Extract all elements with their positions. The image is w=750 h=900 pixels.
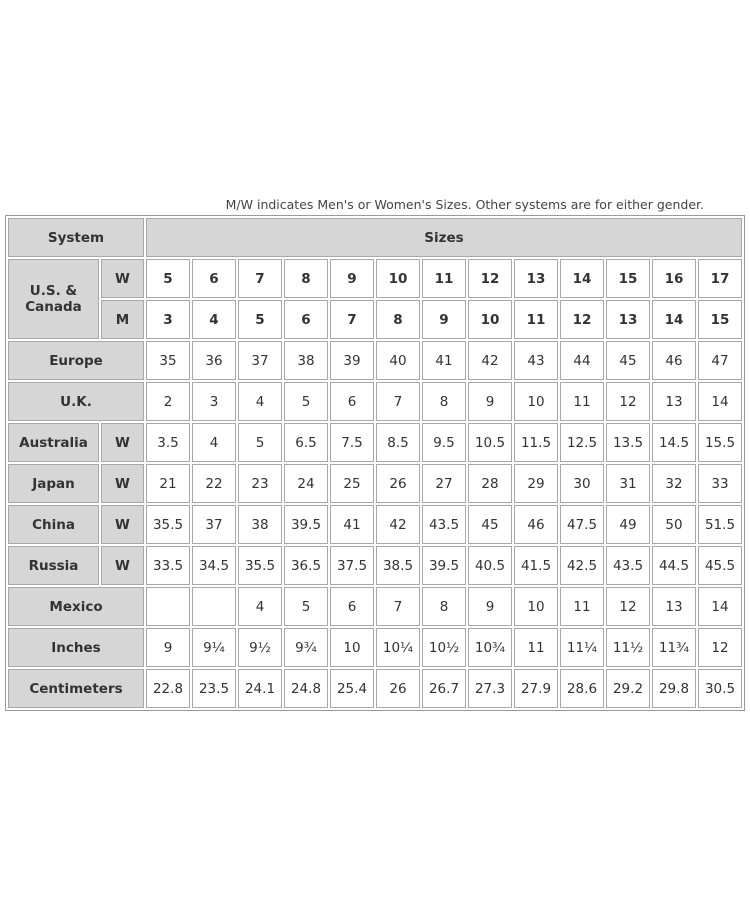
us-m-size-cell: 3 <box>146 300 190 339</box>
u-k-size-cell: 7 <box>376 382 420 421</box>
australia-size-cell: 8.5 <box>376 423 420 462</box>
u-k-size-cell: 8 <box>422 382 466 421</box>
us-m-size-cell: 5 <box>238 300 282 339</box>
china-size-cell: 41 <box>330 505 374 544</box>
europe-size-cell: 36 <box>192 341 236 380</box>
centimeters-label: Centimeters <box>8 669 144 708</box>
russia-row <box>8 546 742 585</box>
system-header: System <box>8 218 144 257</box>
inches-size-cell: 10¼ <box>376 628 420 667</box>
inches-size-cell: 9¾ <box>284 628 328 667</box>
us-m-size-cell: 15 <box>698 300 742 339</box>
australia-size-cell: 10.5 <box>468 423 512 462</box>
china-size-cell: 47.5 <box>560 505 604 544</box>
europe-label: Europe <box>8 341 144 380</box>
australia-size-cell: 7.5 <box>330 423 374 462</box>
china-size-cell: 43.5 <box>422 505 466 544</box>
australia-size-cell: 3.5 <box>146 423 190 462</box>
inches-size-cell: 10¾ <box>468 628 512 667</box>
china-size-cell: 45 <box>468 505 512 544</box>
us-w-size-cell: 17 <box>698 259 742 298</box>
us-m-size-cell: 11 <box>514 300 558 339</box>
mexico-size-cell: 5 <box>284 587 328 626</box>
inches-size-cell: 9 <box>146 628 190 667</box>
us-canada-label: U.S. & Canada <box>8 259 99 339</box>
china-w-tag: W <box>101 505 144 544</box>
australia-size-cell: 9.5 <box>422 423 466 462</box>
japan-w-tag: W <box>101 464 144 503</box>
us-w-size-cell: 12 <box>468 259 512 298</box>
u-k-size-cell: 12 <box>606 382 650 421</box>
japan-size-cell: 28 <box>468 464 512 503</box>
centimeters-size-cell: 27.3 <box>468 669 512 708</box>
inches-label: Inches <box>8 628 144 667</box>
mexico-size-cell: 8 <box>422 587 466 626</box>
china-size-cell: 37 <box>192 505 236 544</box>
europe-size-cell: 44 <box>560 341 604 380</box>
centimeters-size-cell: 23.5 <box>192 669 236 708</box>
u-k-size-cell: 9 <box>468 382 512 421</box>
us-w-size-cell: 9 <box>330 259 374 298</box>
us-w-size-cell: 13 <box>514 259 558 298</box>
us-m-size-cell: 10 <box>468 300 512 339</box>
centimeters-size-cell: 28.6 <box>560 669 604 708</box>
japan-size-cell: 21 <box>146 464 190 503</box>
u-k-label: U.K. <box>8 382 144 421</box>
inches-row <box>8 628 742 667</box>
u-k-size-cell: 2 <box>146 382 190 421</box>
mexico-row <box>8 587 742 626</box>
europe-size-cell: 35 <box>146 341 190 380</box>
us-w-size-cell: 5 <box>146 259 190 298</box>
japan-row <box>8 464 742 503</box>
mexico-size-cell <box>146 587 190 626</box>
us-m-tag: M <box>101 300 144 339</box>
china-size-cell: 39.5 <box>284 505 328 544</box>
header-row <box>8 218 742 257</box>
u-k-size-cell: 11 <box>560 382 604 421</box>
us-w-size-cell: 8 <box>284 259 328 298</box>
centimeters-size-cell: 26 <box>376 669 420 708</box>
centimeters-size-cell: 22.8 <box>146 669 190 708</box>
australia-size-cell: 5 <box>238 423 282 462</box>
russia-size-cell: 45.5 <box>698 546 742 585</box>
centimeters-size-cell: 25.4 <box>330 669 374 708</box>
u-k-size-cell: 6 <box>330 382 374 421</box>
u-k-size-cell: 13 <box>652 382 696 421</box>
japan-size-cell: 23 <box>238 464 282 503</box>
u-k-size-cell: 14 <box>698 382 742 421</box>
us-m-size-cell: 12 <box>560 300 604 339</box>
europe-size-cell: 40 <box>376 341 420 380</box>
china-size-cell: 50 <box>652 505 696 544</box>
us-w-size-cell: 14 <box>560 259 604 298</box>
inches-size-cell: 10½ <box>422 628 466 667</box>
centimeters-size-cell: 29.8 <box>652 669 696 708</box>
u-k-size-cell: 4 <box>238 382 282 421</box>
australia-w-tag: W <box>101 423 144 462</box>
inches-size-cell: 9½ <box>238 628 282 667</box>
china-row <box>8 505 742 544</box>
centimeters-size-cell: 24.8 <box>284 669 328 708</box>
us-w-size-cell: 6 <box>192 259 236 298</box>
inches-size-cell: 11¼ <box>560 628 604 667</box>
inches-size-cell: 9¼ <box>192 628 236 667</box>
u-k-size-cell: 3 <box>192 382 236 421</box>
centimeters-size-cell: 30.5 <box>698 669 742 708</box>
china-size-cell: 46 <box>514 505 558 544</box>
sizes-header: Sizes <box>146 218 742 257</box>
japan-size-cell: 31 <box>606 464 650 503</box>
mexico-size-cell: 4 <box>238 587 282 626</box>
russia-size-cell: 44.5 <box>652 546 696 585</box>
china-size-cell: 38 <box>238 505 282 544</box>
europe-size-cell: 47 <box>698 341 742 380</box>
china-size-cell: 35.5 <box>146 505 190 544</box>
centimeters-size-cell: 29.2 <box>606 669 650 708</box>
europe-row <box>8 341 742 380</box>
centimeters-size-cell: 27.9 <box>514 669 558 708</box>
russia-size-cell: 41.5 <box>514 546 558 585</box>
australia-size-cell: 13.5 <box>606 423 650 462</box>
japan-size-cell: 32 <box>652 464 696 503</box>
us-w-tag: W <box>101 259 144 298</box>
mexico-size-cell: 14 <box>698 587 742 626</box>
australia-size-cell: 12.5 <box>560 423 604 462</box>
russia-size-cell: 34.5 <box>192 546 236 585</box>
russia-size-cell: 38.5 <box>376 546 420 585</box>
europe-size-cell: 45 <box>606 341 650 380</box>
us-w-row <box>8 259 742 298</box>
us-w-size-cell: 16 <box>652 259 696 298</box>
mexico-size-cell: 13 <box>652 587 696 626</box>
gender-note: M/W indicates Men's or Women's Sizes. Other systems are for either gender. <box>225 197 704 212</box>
russia-size-cell: 35.5 <box>238 546 282 585</box>
us-m-row <box>8 300 742 339</box>
centimeters-size-cell: 26.7 <box>422 669 466 708</box>
china-size-cell: 49 <box>606 505 650 544</box>
mexico-size-cell <box>192 587 236 626</box>
russia-size-cell: 43.5 <box>606 546 650 585</box>
inches-size-cell: 10 <box>330 628 374 667</box>
us-m-size-cell: 9 <box>422 300 466 339</box>
mexico-size-cell: 6 <box>330 587 374 626</box>
u-k-size-cell: 5 <box>284 382 328 421</box>
mexico-size-cell: 10 <box>514 587 558 626</box>
europe-size-cell: 46 <box>652 341 696 380</box>
us-m-size-cell: 7 <box>330 300 374 339</box>
australia-label: Australia <box>8 423 99 462</box>
europe-size-cell: 42 <box>468 341 512 380</box>
size-conversion-table <box>5 215 745 711</box>
russia-label: Russia <box>8 546 99 585</box>
mexico-size-cell: 9 <box>468 587 512 626</box>
u-k-size-cell: 10 <box>514 382 558 421</box>
japan-label: Japan <box>8 464 99 503</box>
australia-size-cell: 4 <box>192 423 236 462</box>
australia-size-cell: 15.5 <box>698 423 742 462</box>
russia-size-cell: 36.5 <box>284 546 328 585</box>
russia-w-tag: W <box>101 546 144 585</box>
inches-size-cell: 11¾ <box>652 628 696 667</box>
japan-size-cell: 26 <box>376 464 420 503</box>
us-m-size-cell: 13 <box>606 300 650 339</box>
inches-size-cell: 11½ <box>606 628 650 667</box>
europe-size-cell: 41 <box>422 341 466 380</box>
europe-size-cell: 38 <box>284 341 328 380</box>
australia-row <box>8 423 742 462</box>
inches-size-cell: 12 <box>698 628 742 667</box>
china-size-cell: 51.5 <box>698 505 742 544</box>
centimeters-row <box>8 669 742 708</box>
russia-size-cell: 39.5 <box>422 546 466 585</box>
us-m-size-cell: 14 <box>652 300 696 339</box>
mexico-size-cell: 11 <box>560 587 604 626</box>
australia-size-cell: 14.5 <box>652 423 696 462</box>
japan-size-cell: 33 <box>698 464 742 503</box>
europe-size-cell: 37 <box>238 341 282 380</box>
japan-size-cell: 27 <box>422 464 466 503</box>
mexico-size-cell: 12 <box>606 587 650 626</box>
china-label: China <box>8 505 99 544</box>
russia-size-cell: 37.5 <box>330 546 374 585</box>
japan-size-cell: 22 <box>192 464 236 503</box>
mexico-label: Mexico <box>8 587 144 626</box>
us-m-size-cell: 4 <box>192 300 236 339</box>
us-w-size-cell: 11 <box>422 259 466 298</box>
japan-size-cell: 24 <box>284 464 328 503</box>
us-m-size-cell: 8 <box>376 300 420 339</box>
japan-size-cell: 29 <box>514 464 558 503</box>
us-w-size-cell: 10 <box>376 259 420 298</box>
russia-size-cell: 40.5 <box>468 546 512 585</box>
europe-size-cell: 39 <box>330 341 374 380</box>
us-m-size-cell: 6 <box>284 300 328 339</box>
u-k-row <box>8 382 742 421</box>
china-size-cell: 42 <box>376 505 420 544</box>
us-w-size-cell: 7 <box>238 259 282 298</box>
mexico-size-cell: 7 <box>376 587 420 626</box>
centimeters-size-cell: 24.1 <box>238 669 282 708</box>
australia-size-cell: 11.5 <box>514 423 558 462</box>
australia-size-cell: 6.5 <box>284 423 328 462</box>
europe-size-cell: 43 <box>514 341 558 380</box>
russia-size-cell: 33.5 <box>146 546 190 585</box>
us-w-size-cell: 15 <box>606 259 650 298</box>
japan-size-cell: 30 <box>560 464 604 503</box>
inches-size-cell: 11 <box>514 628 558 667</box>
japan-size-cell: 25 <box>330 464 374 503</box>
russia-size-cell: 42.5 <box>560 546 604 585</box>
